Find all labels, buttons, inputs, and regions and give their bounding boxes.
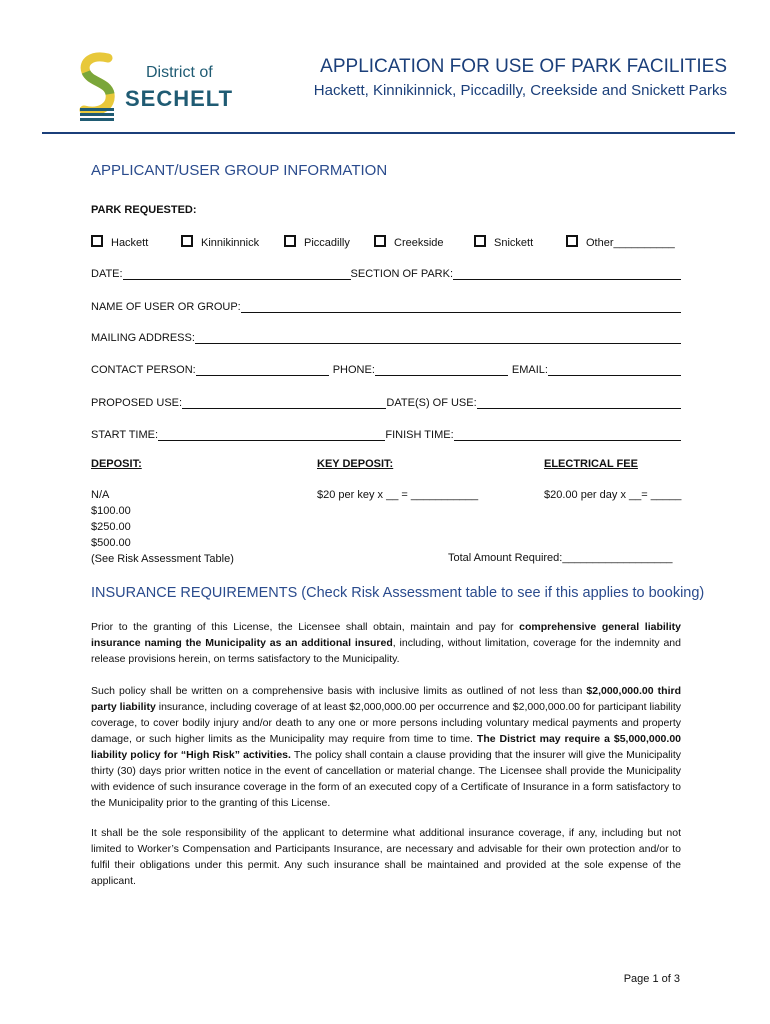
contact-person-field[interactable] xyxy=(196,365,329,376)
contact-row xyxy=(91,362,681,376)
insurance-paragraph-1: Prior to the granting of this License, the Licensee shall obtain, maintain and pay for comprehensive general liability insurance naming the Municipality as an additional insured, including, without limitation, coverage for the indemnity and release provisions herein, on terms satisfactory to the Municipality. xyxy=(91,621,681,665)
email-label: EMAIL: xyxy=(511,364,548,376)
date-field[interactable] xyxy=(123,269,351,280)
sechelt-s-logo-icon xyxy=(78,52,118,124)
deposit-option: $500.00 xyxy=(91,537,131,549)
deposit-option: $100.00 xyxy=(91,505,131,517)
checkbox-icon[interactable] xyxy=(566,235,578,247)
section-of-park-field[interactable] xyxy=(453,269,681,280)
start-time-label: START TIME: xyxy=(91,429,159,441)
checkbox-icon[interactable] xyxy=(181,235,193,247)
time-row xyxy=(91,427,681,441)
checkbox-icon[interactable] xyxy=(474,235,486,247)
user-group-field[interactable] xyxy=(241,302,681,313)
total-amount: Total Amount Required:__________________ xyxy=(448,552,673,564)
district-logo xyxy=(78,50,248,126)
date-section-row xyxy=(91,266,681,280)
header-divider xyxy=(42,132,735,134)
mailing-address-label: MAILING ADDRESS: xyxy=(91,332,195,344)
checkbox-kinnikinnick[interactable]: Kinnikinnick xyxy=(181,235,259,249)
page-subtitle: Hackett, Kinnikinnick, Piccadilly, Creekside and Snickett Parks xyxy=(313,82,727,99)
proposed-use-row xyxy=(91,395,681,409)
checkbox-other[interactable]: Other__________ xyxy=(566,235,675,249)
checkbox-hackett[interactable]: Hackett xyxy=(91,235,148,249)
deposit-option: N/A xyxy=(91,489,110,501)
phone-label: PHONE: xyxy=(332,364,375,376)
key-deposit-calc: $20 per key x __ = ___________ xyxy=(317,489,479,501)
key-deposit-heading: KEY DEPOSIT: xyxy=(317,458,394,470)
insurance-emphasis: comprehensive general liability insurance naming the Municipality as an additional insured xyxy=(91,621,681,649)
applicant-section-heading: APPLICANT/USER GROUP INFORMATION xyxy=(91,162,388,179)
logo-text-sechelt: SECHELT xyxy=(125,86,234,111)
checkbox-icon[interactable] xyxy=(91,235,103,247)
page-title: APPLICATION FOR USE OF PARK FACILITIES xyxy=(320,56,727,77)
page-number: Page 1 of 3 xyxy=(623,973,680,985)
deposit-options xyxy=(91,487,234,567)
dates-of-use-label: DATE(S) OF USE: xyxy=(386,397,477,409)
insurance-paragraph-2: Such policy shall be written on a comprehensive basis with inclusive limits as outlined of not less than $2,000,000.00 third party liability insurance, including coverage of at least $2,000,000.00 per occurrence and $2,000,000.00 for participant liability coverage, to cover bodily injury and/or death to any one or more persons including voluntary medical payments and property damage, or such higher limits as the Municipality may require from time to time. The District may require a $5,000,000.00 liability policy for “High Risk” activities. The policy shall contain a clause providing that the insurer will give the Municipality thirty (30) days prior written notice in the event of cancellation or material change. The Licensee shall provide the Municipality with evidence of such insurance coverage in the form of an executed copy of a Certificate of Insurance in a form satisfactory to the Municipality prior to the granting of this License. xyxy=(91,685,681,809)
date-label: DATE: xyxy=(91,268,123,280)
proposed-use-field[interactable] xyxy=(182,398,386,409)
checkbox-creekside[interactable]: Creekside xyxy=(374,235,444,249)
insurance-paragraph-3: It shall be the sole responsibility of the applicant to determine what additional insurance coverage, if any, including but not limited to Worker’s Compensation and Participants Insurance, are necessary and advisable for their own protection and/or to fulfil their obligations under this permit. Any such insurance shall be maintained and provided at the sole expense of the applicant. xyxy=(91,827,681,887)
finish-time-field[interactable] xyxy=(454,430,681,441)
park-requested-label: PARK REQUESTED: xyxy=(91,204,197,216)
deposit-option: $250.00 xyxy=(91,521,131,533)
section-of-park-label: SECTION OF PARK: xyxy=(350,268,454,280)
park-checkbox-row xyxy=(91,235,683,251)
insurance-section-heading: INSURANCE REQUIREMENTS (Check Risk Assessment table to see if this applies to booking) xyxy=(91,585,705,601)
checkbox-piccadilly[interactable]: Piccadilly xyxy=(284,235,350,249)
checkbox-icon[interactable] xyxy=(284,235,296,247)
finish-time-label: FINISH TIME: xyxy=(385,429,454,441)
email-field[interactable] xyxy=(548,365,681,376)
liability-emphasis: $2,000,000.00 third party liability xyxy=(91,685,681,713)
deposit-heading: DEPOSIT: xyxy=(91,458,142,470)
user-group-label: NAME OF USER OR GROUP: xyxy=(91,301,241,313)
start-time-field[interactable] xyxy=(158,430,385,441)
high-risk-emphasis: The District may require a $5,000,000.00 liability policy for “High Risk” activities. xyxy=(91,733,681,761)
deposit-note: (See Risk Assessment Table) xyxy=(91,553,234,565)
proposed-use-label: PROPOSED USE: xyxy=(91,397,183,409)
logo-text-district: District of xyxy=(146,64,213,81)
mailing-address-row xyxy=(91,330,681,344)
contact-person-label: CONTACT PERSON: xyxy=(91,364,196,376)
checkbox-icon[interactable] xyxy=(374,235,386,247)
mailing-address-field[interactable] xyxy=(195,333,681,344)
dates-of-use-field[interactable] xyxy=(477,398,681,409)
phone-field[interactable] xyxy=(375,365,508,376)
user-group-row xyxy=(91,299,681,313)
checkbox-snickett[interactable]: Snickett xyxy=(474,235,533,249)
electrical-fee-calc: $20.00 per day x __= _____ xyxy=(544,489,682,501)
electrical-fee-heading: ELECTRICAL FEE xyxy=(544,458,638,470)
